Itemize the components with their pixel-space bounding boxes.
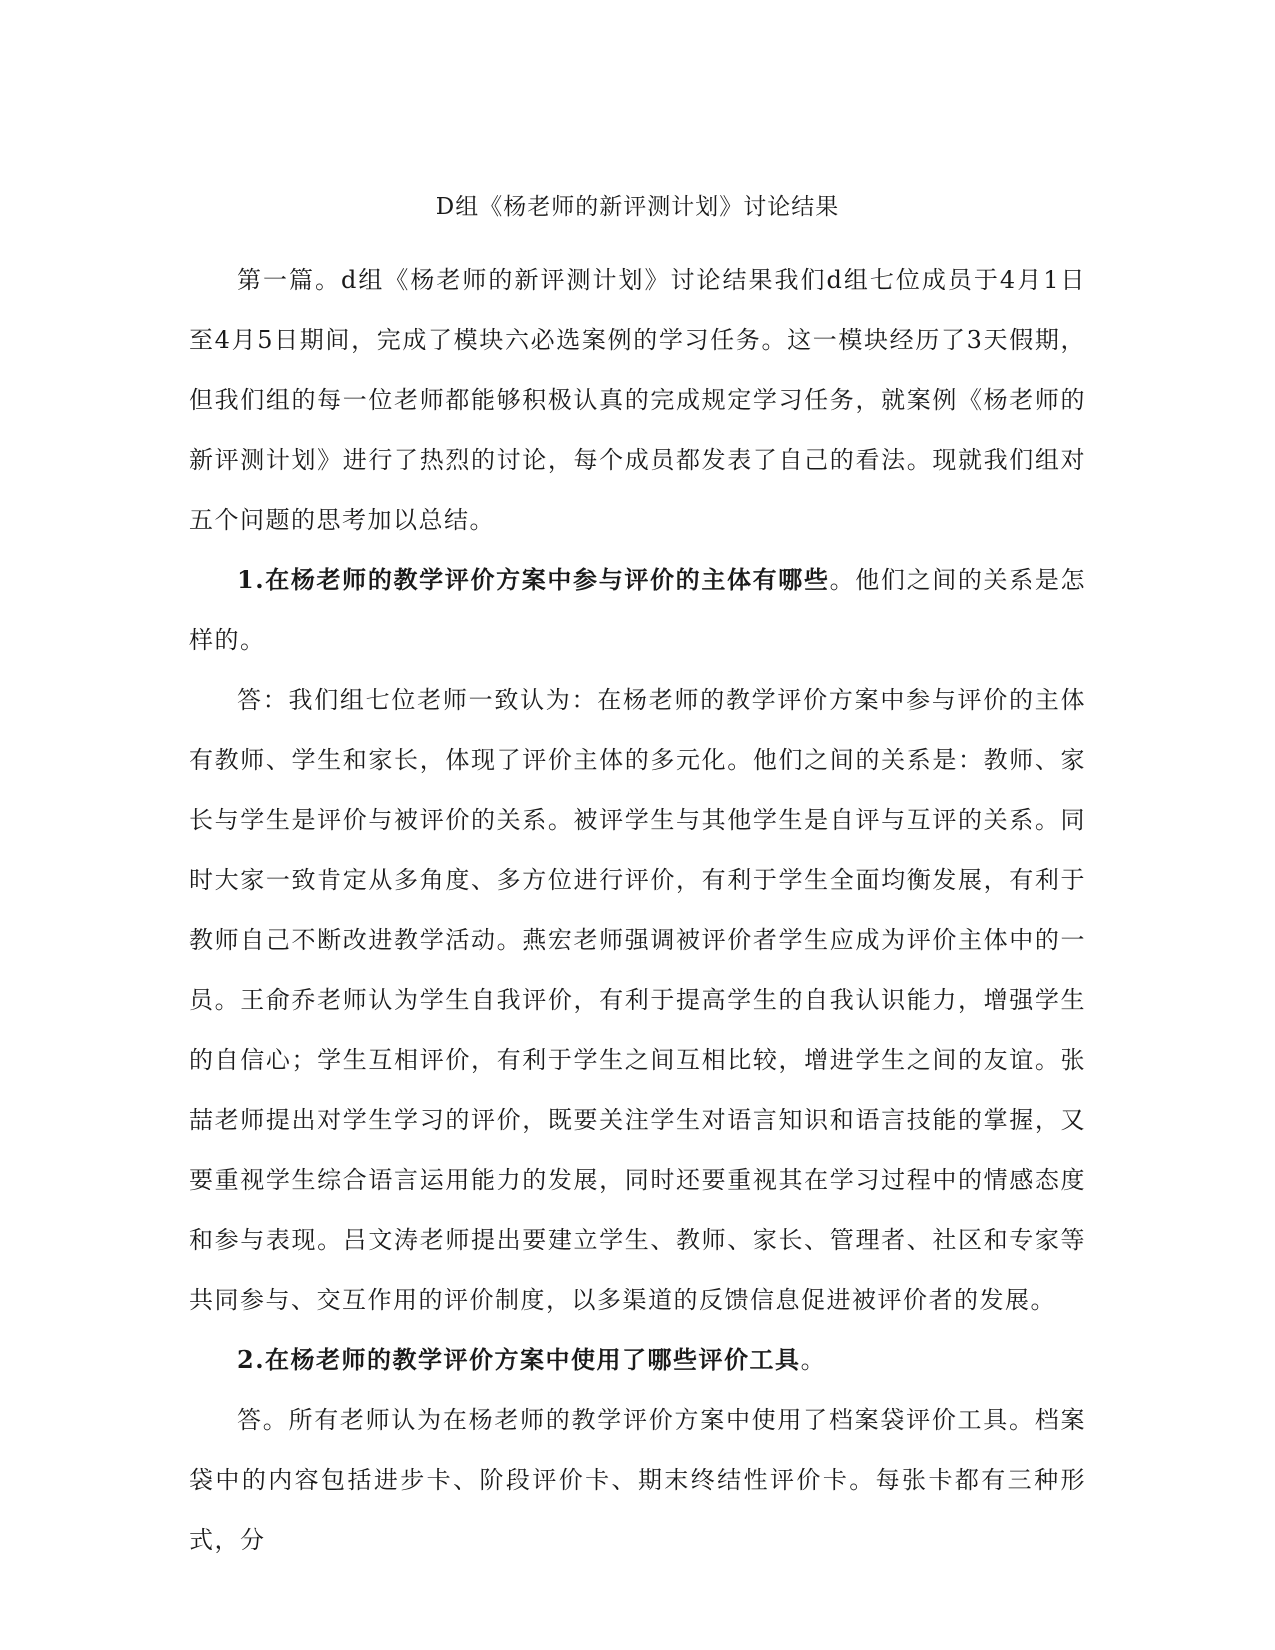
question-1-tail: 。他们之间的关系是怎样的。 (189, 566, 1086, 654)
document-body (189, 250, 1086, 1570)
answer-1-paragraph: 答：我们组七位老师一致认为：在杨老师的教学评价方案中参与评价的主体有教师、学生和家长，体现了评价主体的多元化。他们之间的关系是：教师、家长与学生是评价与被评价的关系。被评学生与其他学生是自评与互评的关系。同时大家一致肯定从多角度、多方位进行评价，有利于学生全面均衡发展，有利于教师自己不断改进教学活动。燕宏老师强调被评价者学生应成为评价主体中的一员。王俞乔老师认为学生自我评价，有利于提高学生的自我认识能力，增强学生的自信心；学生互相评价，有利于学生之间互相比较，增进学生之间的友谊。张喆老师提出对学生学习的评价，既要关注学生对语言知识和语言技能的掌握，又要重视学生综合语言运用能力的发展，同时还要重视其在学习过程中的情感态度和参与表现。吕文涛老师提出要建立学生、教师、家长、管理者、社区和专家等共同参与、交互作用的评价制度，以多渠道的反馈信息促进被评价者的发展。 (189, 686, 1086, 1314)
question-2-heading: 2.在杨老师的教学评价方案中使用了哪些评价工具 (237, 1345, 801, 1374)
question-1-heading: 1.在杨老师的教学评价方案中参与评价的主体有哪些 (237, 565, 830, 594)
document-title: D组《杨老师的新评测计划》讨论结果 (435, 194, 840, 220)
intro-paragraph: 第一篇。d组《杨老师的新评测计划》讨论结果我们d组七位成员于4月1日至4月5日期间，完成了模块六必选案例的学习任务。这一模块经历了3天假期，但我们组的每一位老师都能够积极认真的完成规定学习任务，就案例《杨老师的新评测计划》进行了热烈的讨论，每个成员都发表了自己的看法。现就我们组对五个问题的思考加以总结。 (189, 266, 1086, 534)
question-2-tail: 。 (800, 1346, 827, 1374)
question-2-paragraph (189, 1330, 1086, 1390)
question-1-paragraph (189, 550, 1086, 670)
answer-2-paragraph: 答。所有老师认为在杨老师的教学评价方案中使用了档案袋评价工具。档案袋中的内容包括进步卡、阶段评价卡、期末终结性评价卡。每张卡都有三种形式，分 (189, 1406, 1086, 1554)
